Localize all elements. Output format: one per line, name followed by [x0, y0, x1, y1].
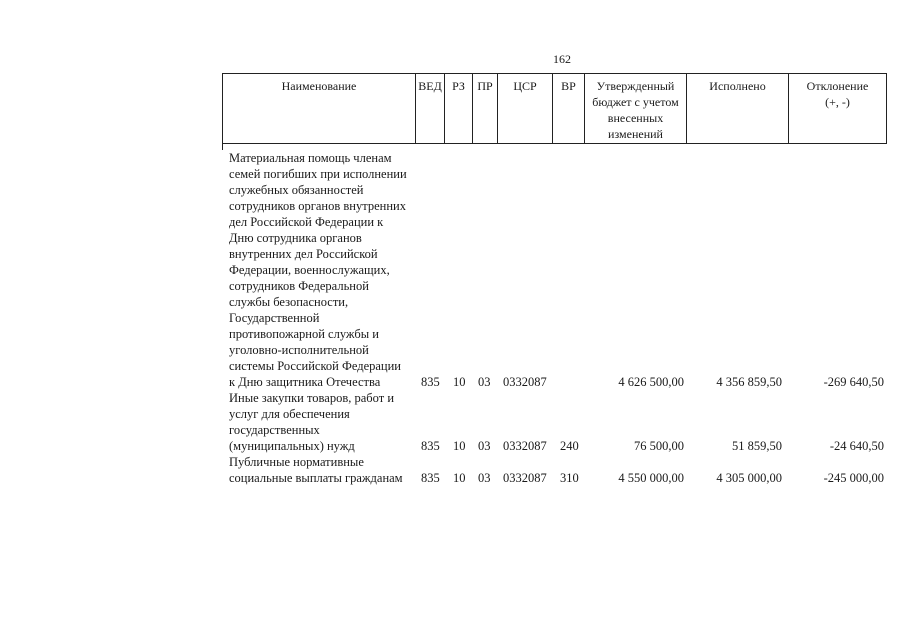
- row-1-name: Материальная помощь членам семей погибших при исполнении служебных обязанностей сотрудников органов внутренних дел Российской Федерации к Дню сотрудника органов внутренних дел Российской Федерации, военнослужащих, сотрудников Федеральной службы безопасности, Государственной противопожарной службы и уголовно-исполнительной системы Российской Федерации к Дню защитника Отечества: [229, 151, 407, 389]
- row-1-ved: 835: [421, 375, 440, 389]
- row-1-executed: 4 356 859,50: [716, 375, 782, 389]
- row-1-approved: 4 626 500,00: [618, 375, 684, 389]
- row-3-name: Публичные нормативные социальные выплаты гражданам: [229, 455, 403, 485]
- row-3-executed: 4 305 000,00: [716, 471, 782, 485]
- row-3-approved: 4 550 000,00: [618, 471, 684, 485]
- header-deviation: Отклонение (+, -): [788, 73, 887, 144]
- row-2-name: Иные закупки товаров, работ и услуг для обеспечения государственных (муниципальных) нужд: [229, 391, 395, 453]
- row-2-rz: 10: [453, 439, 466, 453]
- header-rz: РЗ: [444, 73, 472, 144]
- row-2-ved: 835: [421, 439, 440, 453]
- header-pr: ПР: [472, 73, 497, 144]
- row-2-pr: 03: [478, 439, 491, 453]
- row-1-pr: 03: [478, 375, 491, 389]
- header-executed: Исполнено: [686, 73, 788, 144]
- row-1-rz: 10: [453, 375, 466, 389]
- row-2-csr: 0332087: [503, 439, 547, 453]
- row-2-approved: 76 500,00: [634, 439, 684, 453]
- row-1-csr: 0332087: [503, 375, 547, 389]
- row-2-deviation: -24 640,50: [829, 439, 884, 453]
- row-3-deviation: -245 000,00: [823, 471, 884, 485]
- row-3-ved: 835: [421, 471, 440, 485]
- row-3-vr: 310: [560, 471, 579, 485]
- header-vr: ВР: [552, 73, 584, 144]
- header-name: Наименование: [222, 73, 415, 144]
- header-approved: Утвержденный бюджет с учетом внесенных изменений: [584, 73, 686, 144]
- row-2-vr: 240: [560, 439, 579, 453]
- row-3-pr: 03: [478, 471, 491, 485]
- row-3-csr: 0332087: [503, 471, 547, 485]
- table-left-border: [222, 144, 223, 150]
- row-1-deviation: -269 640,50: [823, 375, 884, 389]
- header-ved: ВЕД: [415, 73, 444, 144]
- row-3-rz: 10: [453, 471, 466, 485]
- row-2-executed: 51 859,50: [732, 439, 782, 453]
- page-number: 162: [553, 52, 571, 66]
- header-csr: ЦСР: [497, 73, 552, 144]
